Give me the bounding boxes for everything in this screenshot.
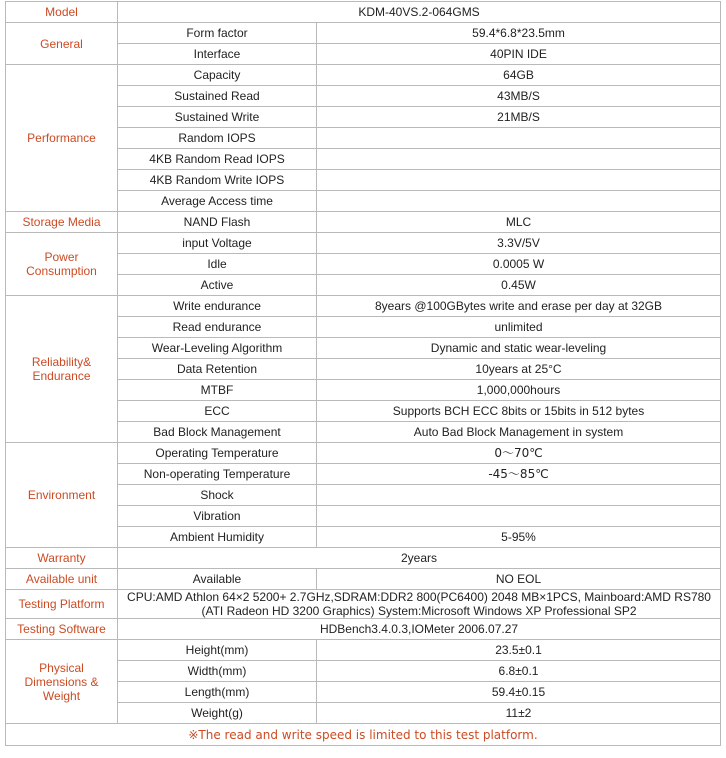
spec-value: unlimited: [317, 317, 721, 338]
spec-name: Vibration: [118, 506, 317, 527]
physical-label-line1: Physical: [39, 660, 84, 675]
footnote-row: [6, 724, 721, 746]
spec-value: 11±2: [317, 703, 721, 724]
model-row: [6, 2, 721, 23]
spec-name: Form factor: [118, 23, 317, 44]
spec-value: 40PIN IDE: [317, 44, 721, 65]
model-value: KDM-40VS.2-064GMS: [118, 2, 721, 23]
spec-name: Non-operating Temperature: [118, 464, 317, 485]
power-label: [6, 233, 118, 296]
spec-name: NAND Flash: [118, 212, 317, 233]
reliability-label: [6, 296, 118, 443]
physical-label-line2: Dimensions &: [24, 674, 99, 689]
spec-value: 59.4±0.15: [317, 682, 721, 703]
performance-label: Performance: [6, 65, 118, 212]
spec-name: Bad Block Management: [118, 422, 317, 443]
spec-name: Length(mm): [118, 682, 317, 703]
spec-value: 10years at 25°C: [317, 359, 721, 380]
spec-table: [5, 1, 721, 746]
testing-platform-line1: CPU:AMD Athlon 64×2 5200+ 2.7GHz,SDRAM:DDR2 800(PC6400) 2048 MB×1PCS, Mainboard:AMD RS780: [127, 590, 711, 604]
spec-name: Shock: [118, 485, 317, 506]
spec-row: [6, 296, 721, 317]
reliability-label-line1: Reliability&: [31, 355, 92, 369]
general-label: General: [6, 23, 118, 65]
reliability-label-line2: Endurance: [32, 369, 91, 383]
spec-row: [6, 569, 721, 590]
spec-name: Weight(g): [118, 703, 317, 724]
spec-name: Sustained Read: [118, 86, 317, 107]
testing-software-row: [6, 619, 721, 640]
spec-name: Available: [118, 569, 317, 590]
spec-value: 64GB: [317, 65, 721, 86]
spec-value: Supports BCH ECC 8bits or 15bits in 512 bytes: [317, 401, 721, 422]
power-label-line1: Power: [44, 250, 79, 264]
spec-name: Wear-Leveling Algorithm: [118, 338, 317, 359]
spec-name: MTBF: [118, 380, 317, 401]
physical-label-line3: Weight: [42, 688, 81, 703]
spec-row: [6, 65, 721, 86]
spec-value: 43MB/S: [317, 86, 721, 107]
spec-name: Data Retention: [118, 359, 317, 380]
spec-value: 6.8±0.1: [317, 661, 721, 682]
model-label: Model: [6, 2, 118, 23]
spec-name: Ambient Humidity: [118, 527, 317, 548]
spec-value: 59.4*6.8*23.5mm: [317, 23, 721, 44]
spec-value: -45～85℃: [317, 464, 721, 485]
spec-row: [6, 233, 721, 254]
spec-value: [317, 170, 721, 191]
spec-value: 5-95%: [317, 527, 721, 548]
testing-software-value: HDBench3.4.0.3,IOMeter 2006.07.27: [118, 619, 721, 640]
footnote: ※The read and write speed is limited to this test platform.: [6, 724, 721, 746]
spec-name: Random IOPS: [118, 128, 317, 149]
spec-name: Write endurance: [118, 296, 317, 317]
spec-value: 21MB/S: [317, 107, 721, 128]
spec-value: NO EOL: [317, 569, 721, 590]
spec-name: Height(mm): [118, 640, 317, 661]
storage-label: Storage Media: [6, 212, 118, 233]
spec-value: 0～70℃: [317, 443, 721, 464]
testing-platform-label: Testing Platform: [6, 590, 118, 619]
power-label-line2: Consumption: [26, 264, 97, 278]
spec-name: Capacity: [118, 65, 317, 86]
spec-name: input Voltage: [118, 233, 317, 254]
testing-platform-line2: (ATI Radeon HD 3200 Graphics) System:Microsoft Windows XP Professional SP2: [201, 604, 637, 618]
spec-name: Read endurance: [118, 317, 317, 338]
spec-row: [6, 640, 721, 661]
spec-name: Active: [118, 275, 317, 296]
spec-value: 23.5±0.1: [317, 640, 721, 661]
spec-value: 0.45W: [317, 275, 721, 296]
spec-name: Width(mm): [118, 661, 317, 682]
testing-platform-value: [118, 590, 721, 619]
spec-name: Idle: [118, 254, 317, 275]
spec-value: Auto Bad Block Management in system: [317, 422, 721, 443]
warranty-row: [6, 548, 721, 569]
testing-platform-row: [6, 590, 721, 619]
spec-name: Operating Temperature: [118, 443, 317, 464]
spec-name: 4KB Random Write IOPS: [118, 170, 317, 191]
spec-value: [317, 506, 721, 527]
spec-name: 4KB Random Read IOPS: [118, 149, 317, 170]
spec-value: [317, 191, 721, 212]
spec-value: [317, 485, 721, 506]
spec-value: 3.3V/5V: [317, 233, 721, 254]
physical-label: [6, 640, 118, 724]
warranty-label: Warranty: [6, 548, 118, 569]
spec-value: [317, 128, 721, 149]
spec-value: 8years @100GBytes write and erase per day at 32GB: [317, 296, 721, 317]
spec-name: Sustained Write: [118, 107, 317, 128]
spec-name: Interface: [118, 44, 317, 65]
spec-value: [317, 149, 721, 170]
spec-value: 1,000,000hours: [317, 380, 721, 401]
spec-name: ECC: [118, 401, 317, 422]
available-unit-label: Available unit: [6, 569, 118, 590]
spec-row: [6, 212, 721, 233]
spec-value: 0.0005 W: [317, 254, 721, 275]
environment-label: Environment: [6, 443, 118, 548]
spec-name: Average Access time: [118, 191, 317, 212]
spec-row: [6, 443, 721, 464]
spec-row: [6, 23, 721, 44]
warranty-value: 2years: [118, 548, 721, 569]
testing-software-label: Testing Software: [6, 619, 118, 640]
spec-value: Dynamic and static wear-leveling: [317, 338, 721, 359]
spec-value: MLC: [317, 212, 721, 233]
